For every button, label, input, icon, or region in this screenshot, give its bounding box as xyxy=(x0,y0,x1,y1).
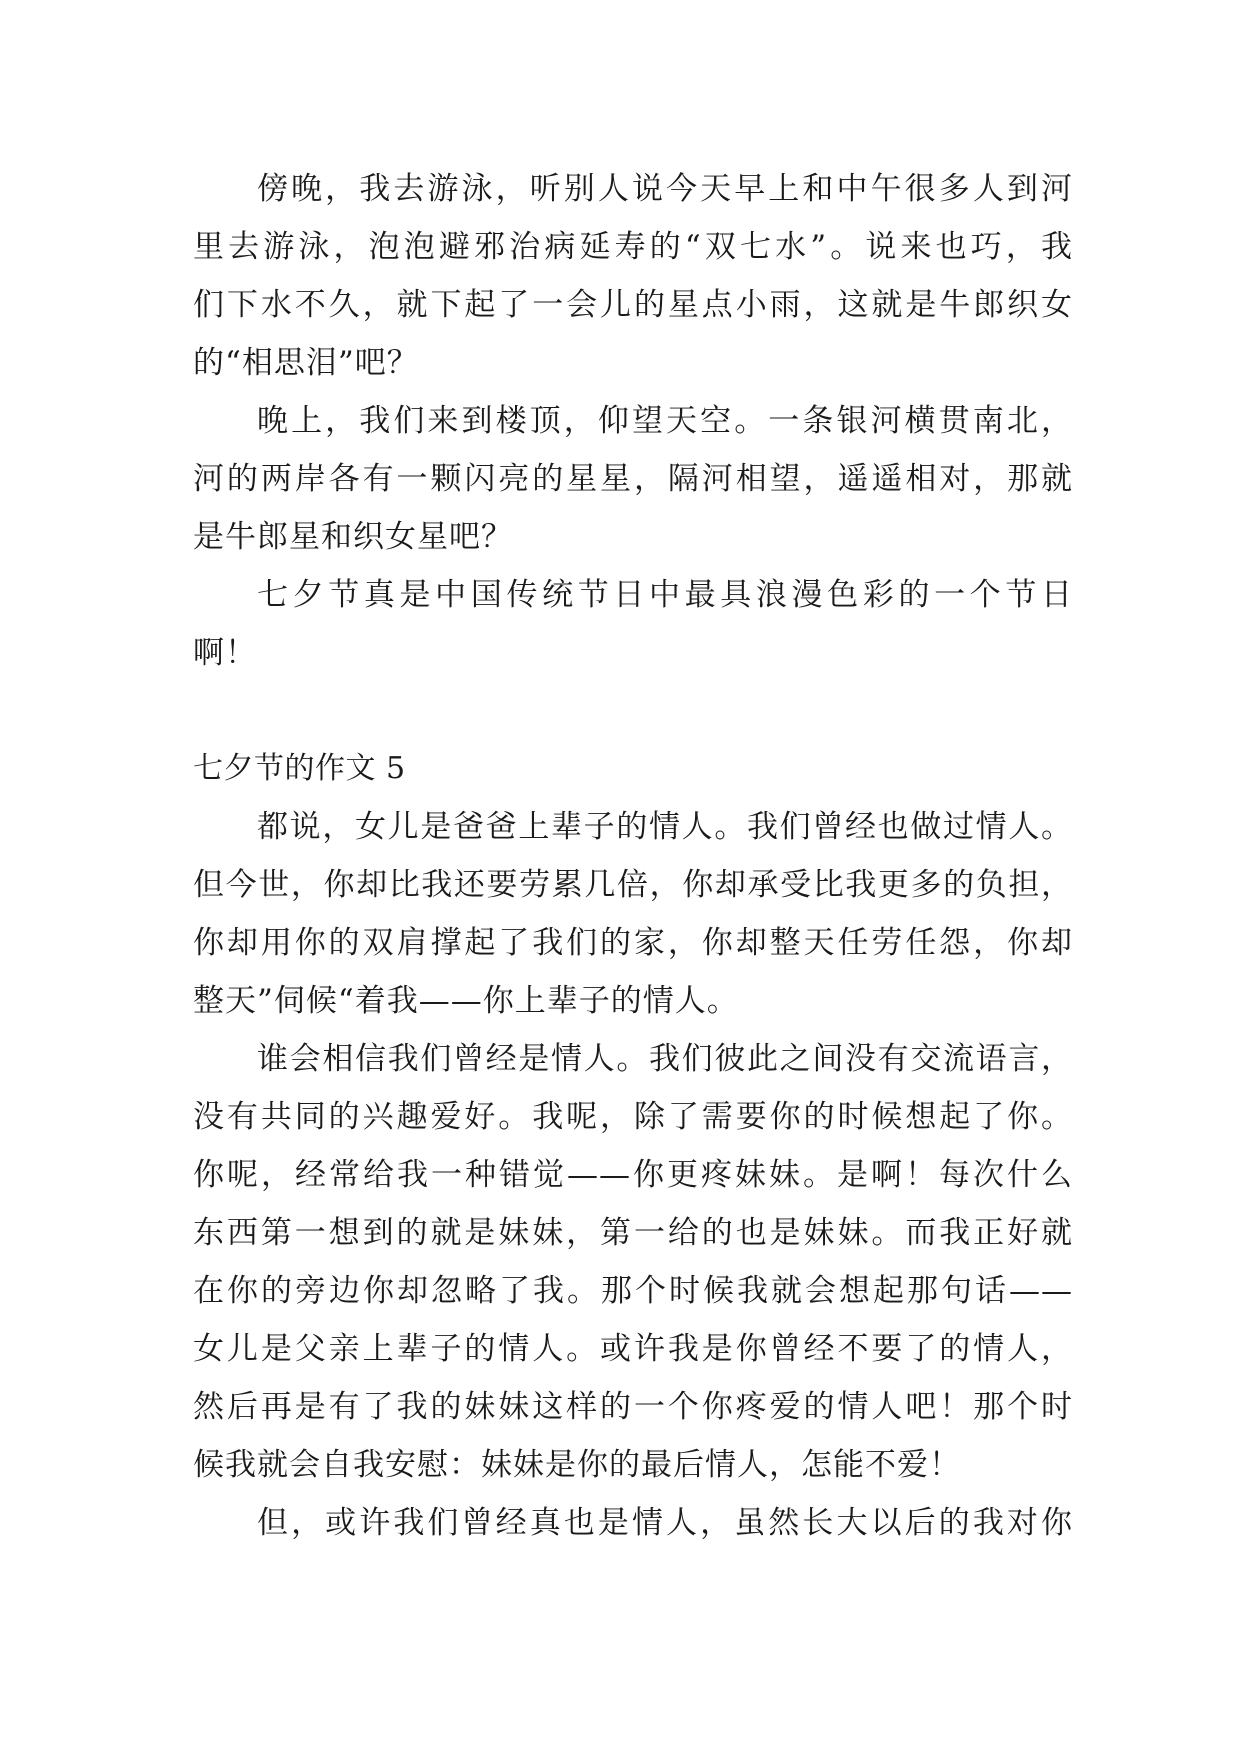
text-line: 没有共同的兴趣爱好。我呢，除了需要你的时候想起了你。 xyxy=(193,1099,1073,1135)
text-line: 女儿是父亲上辈子的情人。或许我是你曾经不要了的情人， xyxy=(193,1331,1073,1367)
text-line: 的“相思泪”吧？ xyxy=(193,345,419,381)
text-line: 然后再是有了我的妹妹这样的一个你疼爱的情人吧！那个时 xyxy=(193,1389,1073,1425)
text-line: 候我就会自我安慰：妹妹是你的最后情人，怎能不爱！ xyxy=(193,1447,961,1483)
paragraph xyxy=(193,566,1073,682)
text-line: 整天”伺候“着我——你上辈子的情人。 xyxy=(193,983,739,1019)
text-line: 都说，女儿是爸爸上辈子的情人。我们曾经也做过情人。 xyxy=(257,809,1073,845)
text-line: 河的两岸各有一颗闪亮的星星，隔河相望，遥遥相对，那就 xyxy=(193,461,1073,497)
text-line: 但今世，你却比我还要劳累几倍，你却承受比我更多的负担， xyxy=(193,867,1073,903)
text-line: 谁会相信我们曾经是情人。我们彼此之间没有交流语言， xyxy=(257,1041,1073,1077)
paragraph xyxy=(193,160,1073,392)
text-line: 啊！ xyxy=(193,635,257,671)
text-line: 但，或许我们曾经真也是情人，虽然长大以后的我对你 xyxy=(257,1505,1073,1541)
text-line: 傍晚，我去游泳，听别人说今天早上和中午很多人到河 xyxy=(257,171,1073,207)
paragraph xyxy=(193,1030,1073,1494)
blank-line xyxy=(193,682,1073,740)
paragraph xyxy=(193,392,1073,566)
text-line: 七夕节真是中国传统节日中最具浪漫色彩的一个节日 xyxy=(257,577,1073,613)
text-line: 是牛郎星和织女星吧？ xyxy=(193,519,513,555)
text-line: 里去游泳，泡泡避邪治病延寿的“双七水”。说来也巧，我 xyxy=(193,229,1073,265)
text-line: 你却用你的双肩撑起了我们的家，你却整天任劳任怨，你却 xyxy=(193,925,1073,961)
text-line: 晚上，我们来到楼顶，仰望天空。一条银河横贯南北， xyxy=(257,403,1073,439)
text-line: 东西第一想到的就是妹妹，第一给的也是妹妹。而我正好就 xyxy=(193,1215,1073,1251)
text-line: 们下水不久，就下起了一会儿的星点小雨，这就是牛郎织女 xyxy=(193,287,1073,323)
paragraph xyxy=(193,798,1073,1030)
text-line: 在你的旁边你却忽略了我。那个时候我就会想起那句话—— xyxy=(193,1273,1073,1309)
document-page xyxy=(193,160,1073,1552)
paragraph xyxy=(193,1494,1073,1552)
text-line: 你呢，经常给我一种错觉——你更疼妹妹。是啊！每次什么 xyxy=(193,1157,1073,1193)
section-heading: 七夕节的作文 5 xyxy=(193,751,406,786)
